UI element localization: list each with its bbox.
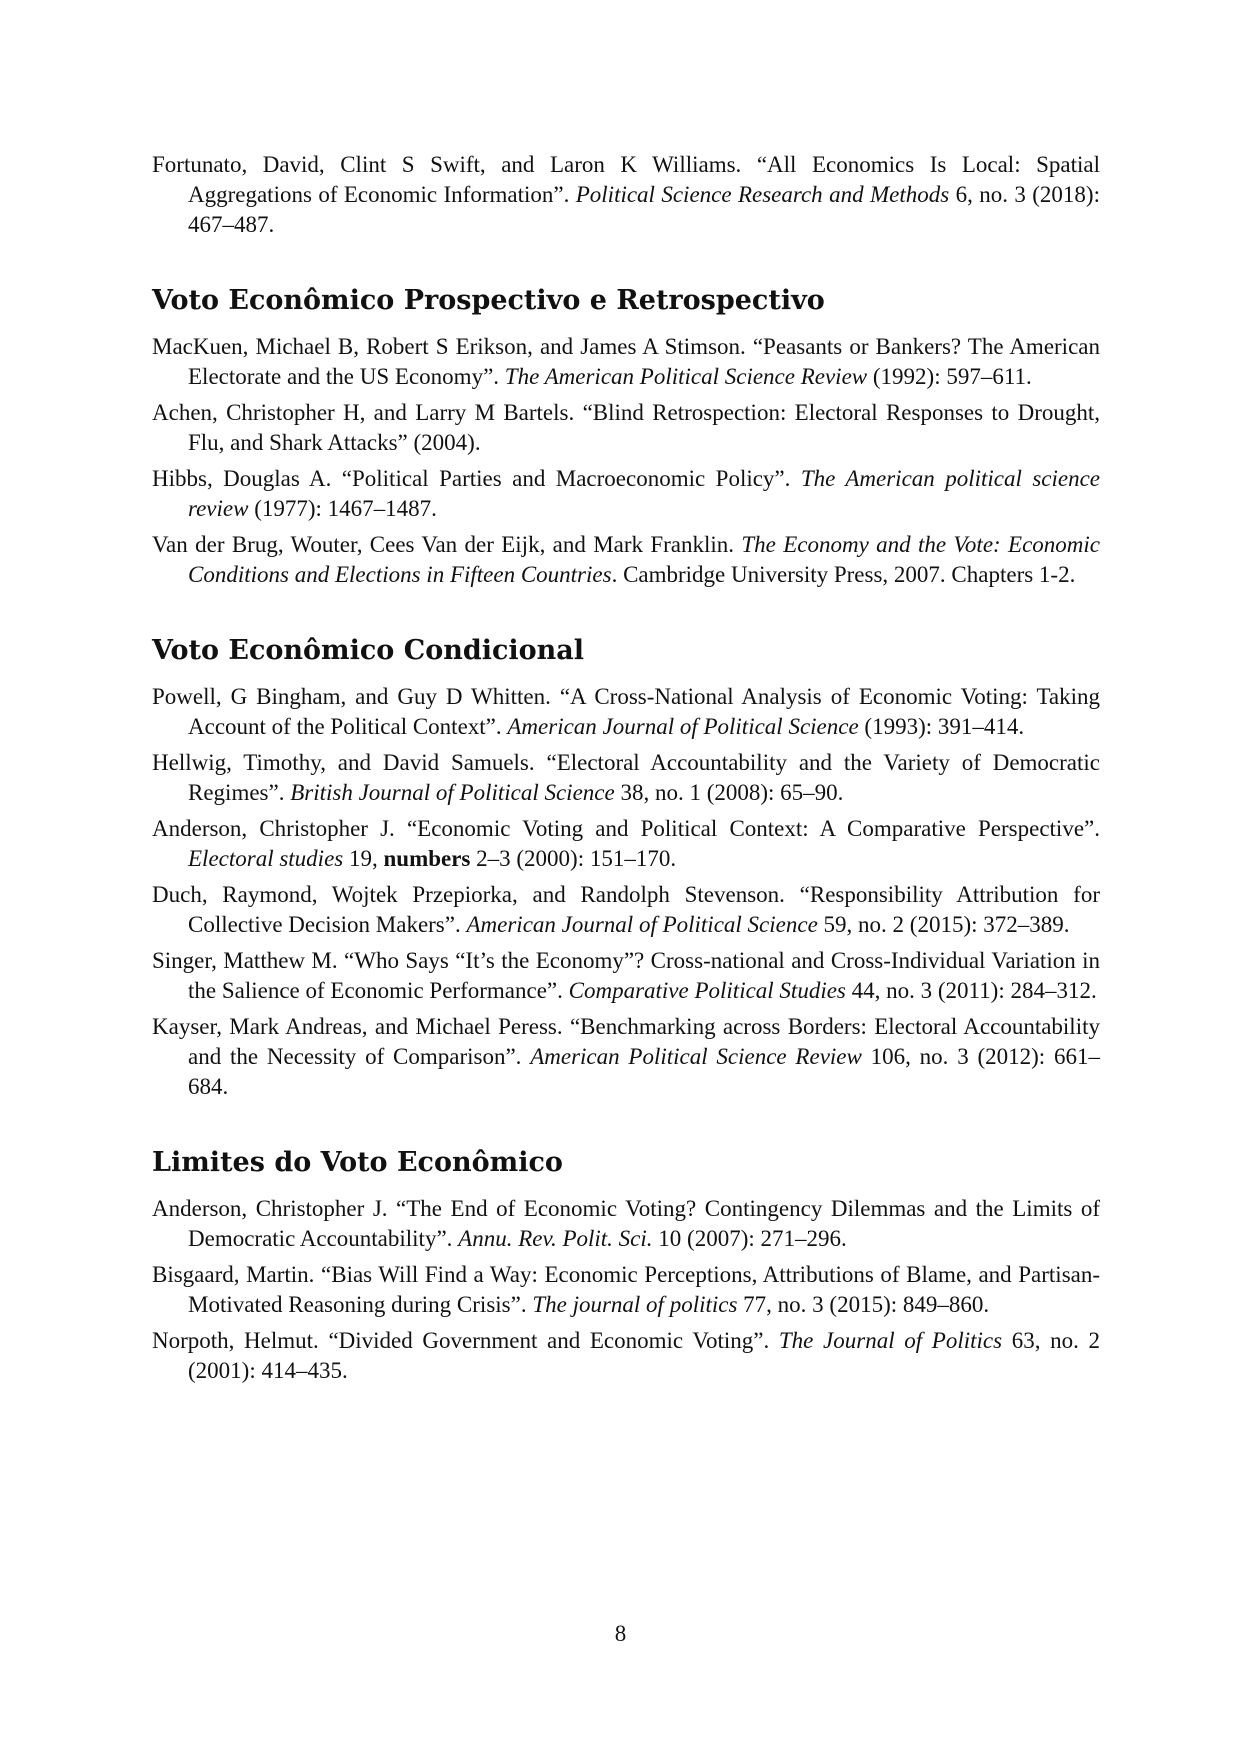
reference-entry bbox=[152, 748, 1100, 808]
reference-venue: The Journal of Politics bbox=[778, 1328, 1003, 1353]
reference-details: 6, no. 3 (2018): 467–487. bbox=[188, 182, 1100, 237]
reference-title: “Responsibility Attribution for Collective Decision Makers”. bbox=[188, 882, 1100, 937]
reference-title: “The End of Economic Voting? Contingency Dilemmas and the Limits of Democratic Accountability”. bbox=[188, 1196, 1100, 1251]
reference-authors: Anderson, Christopher J. bbox=[152, 1196, 397, 1221]
reference-authors: Singer, Matthew M. bbox=[152, 948, 345, 973]
reference-venue: American Journal of Political Science bbox=[466, 912, 818, 937]
reference-authors: Hellwig, Timothy, and David Samuels. bbox=[152, 750, 547, 775]
reference-entry bbox=[152, 880, 1100, 940]
reference-title: “Peasants or Bankers? The American Electorate and the US Economy”. bbox=[188, 334, 1100, 389]
reference-title: “Blind Retrospection: Electoral Responses to Drought, Flu, and Shark Attacks” (2004). bbox=[188, 400, 1100, 455]
reference-entry bbox=[152, 530, 1100, 590]
reference-authors: Powell, G Bingham, and Guy D Whitten. bbox=[152, 684, 560, 709]
reference-title: “A Cross-National Analysis of Economic Voting: Taking Account of the Political Context”. bbox=[188, 684, 1100, 739]
reference-title: “Bias Will Find a Way: Economic Perceptions, Attributions of Blame, and Partisan-Motivated Reasoning during Crisis”. bbox=[188, 1262, 1101, 1317]
reference-venue: Comparative Political Studies bbox=[568, 978, 846, 1003]
reference-authors: MacKuen, Michael B, Robert S Erikson, and James A Stimson. bbox=[152, 334, 753, 359]
reference-authors: Kayser, Mark Andreas, and Michael Peress. bbox=[152, 1014, 570, 1039]
reference-venue: The Economy and the Vote: Economic Conditions and Elections in Fifteen Countries bbox=[188, 532, 1100, 587]
page-number: 8 bbox=[614, 1621, 627, 1646]
reference-details: . Cambridge University Press, 2007. Chapters 1-2. bbox=[611, 562, 1076, 587]
reference-venue: The journal of politics bbox=[532, 1292, 738, 1317]
reference-title: “Economic Voting and Political Context: A Comparative Perspective”. bbox=[406, 816, 1100, 841]
reference-authors: Van der Brug, Wouter, Cees Van der Eijk, and Mark Franklin. bbox=[152, 532, 742, 557]
reference-entry bbox=[152, 332, 1100, 392]
reference-title: “All Economics Is Local: Spatial Aggregations of Economic Information”. bbox=[188, 152, 1100, 207]
reference-details: 10 (2007): 271–296. bbox=[652, 1226, 847, 1251]
reference-details: (1992): 597–611. bbox=[867, 364, 1032, 389]
reference-venue: Electoral studies bbox=[188, 846, 344, 871]
reference-title: “Who Says “It’s the Economy”? Cross-national and Cross-Individual Variation in the Salience of Economic Performance”. bbox=[188, 948, 1100, 1003]
reference-details: (1977): 1467–1487. bbox=[248, 496, 437, 521]
section-heading: Limites do Voto Econômico bbox=[152, 1147, 563, 1178]
reference-entry bbox=[152, 1326, 1100, 1386]
section-heading: Voto Econômico Prospectivo e Retrospectivo bbox=[152, 285, 825, 316]
reference-bold-term: numbers bbox=[383, 846, 471, 871]
reference-authors: Anderson, Christopher J. bbox=[152, 816, 407, 841]
reference-venue: Political Science Research and Methods bbox=[575, 182, 950, 207]
reference-entry bbox=[152, 1260, 1100, 1320]
reference-venue: American Political Science Review bbox=[530, 1044, 862, 1069]
reference-entry bbox=[152, 1194, 1100, 1254]
reference-entry bbox=[152, 946, 1100, 1006]
reference-details: 19, bbox=[343, 846, 384, 871]
reference-details: (1993): 391–414. bbox=[858, 714, 1025, 739]
reference-title: “Benchmarking across Borders: Electoral Accountability and the Necessity of Comparison”. bbox=[188, 1014, 1100, 1069]
reference-details: 2–3 (2000): 151–170. bbox=[470, 846, 677, 871]
reference-title: “Divided Government and Economic Voting”. bbox=[328, 1328, 779, 1353]
reference-details: 38, no. 1 (2008): 65–90. bbox=[614, 780, 844, 805]
reference-details: 44, no. 3 (2011): 284–312. bbox=[845, 978, 1097, 1003]
reference-venue: American Journal of Political Science bbox=[507, 714, 859, 739]
reference-title: “Political Parties and Macroeconomic Policy”. bbox=[341, 466, 801, 491]
reference-authors: Bisgaard, Martin. bbox=[152, 1262, 322, 1287]
reference-entry bbox=[152, 682, 1100, 742]
reference-authors: Achen, Christopher H, and Larry M Bartels. bbox=[152, 400, 583, 425]
reference-details: 59, no. 2 (2015): 372–389. bbox=[817, 912, 1070, 937]
reference-authors: Hibbs, Douglas A. bbox=[152, 466, 342, 491]
reference-entry bbox=[152, 814, 1100, 874]
reference-venue: The American Political Science Review bbox=[504, 364, 868, 389]
reference-entry bbox=[152, 1012, 1100, 1102]
reference-details: 77, no. 3 (2015): 849–860. bbox=[737, 1292, 990, 1317]
reference-venue: The American political science review bbox=[188, 466, 1101, 521]
reference-details: 106, no. 3 (2012): 661–684. bbox=[188, 1044, 1100, 1099]
reference-entry bbox=[152, 150, 1100, 240]
page-content bbox=[152, 150, 1100, 1386]
reference-authors: Duch, Raymond, Wojtek Przepiorka, and Randolph Stevenson. bbox=[152, 882, 800, 907]
reference-title: “Electoral Accountability and the Variety of Democratic Regimes”. bbox=[188, 750, 1100, 805]
reference-entry bbox=[152, 464, 1100, 524]
reference-authors: Norpoth, Helmut. bbox=[152, 1328, 329, 1353]
reference-authors: Fortunato, David, Clint S Swift, and Laron K Williams. bbox=[152, 152, 757, 177]
reference-venue: British Journal of Political Science bbox=[290, 780, 615, 805]
reference-venue: Annu. Rev. Polit. Sci. bbox=[458, 1226, 653, 1251]
section-heading: Voto Econômico Condicional bbox=[152, 635, 585, 666]
reference-entry bbox=[152, 398, 1100, 458]
reference-details: 63, no. 2 (2001): 414–435. bbox=[188, 1328, 1100, 1383]
